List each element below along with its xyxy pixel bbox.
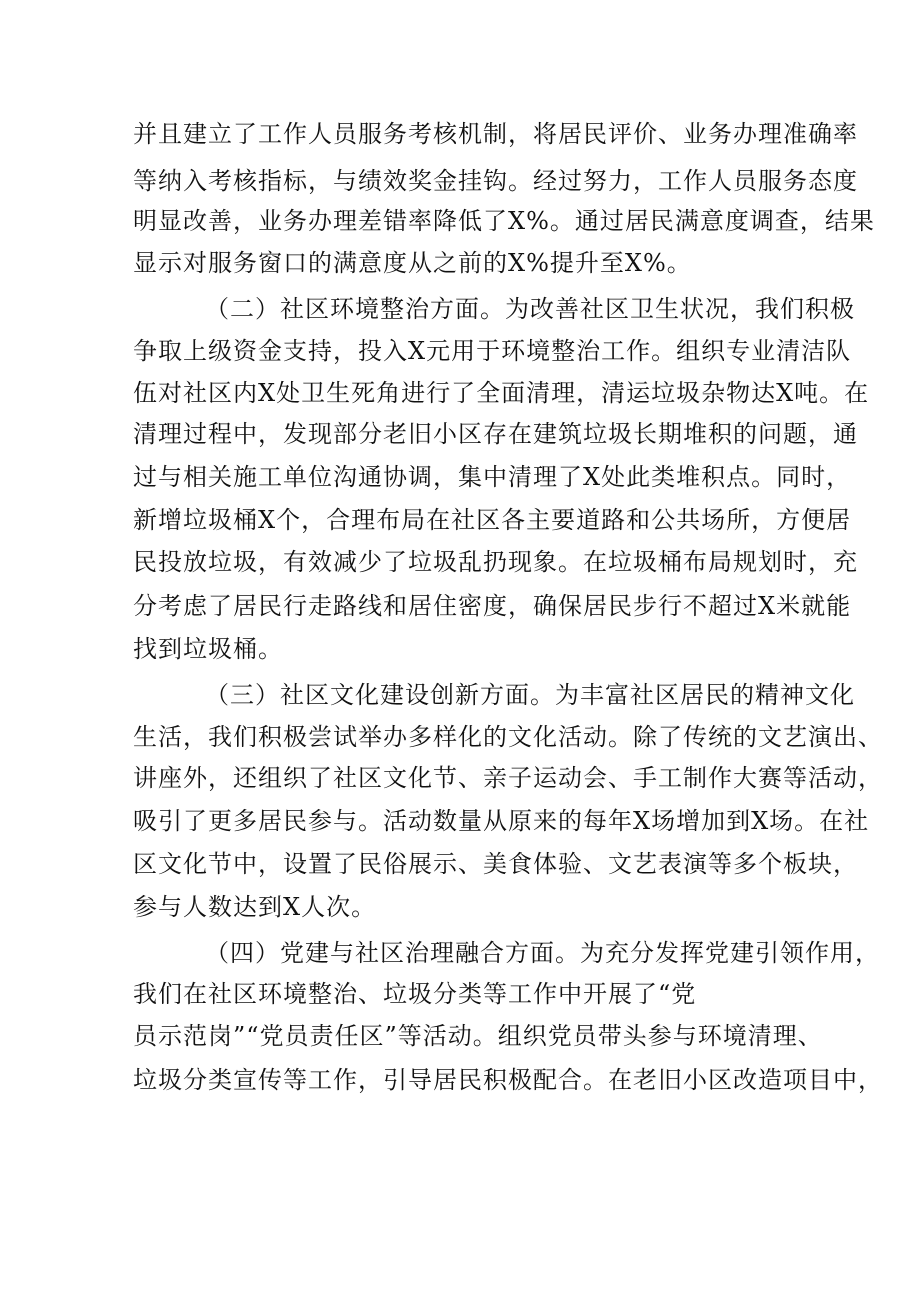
section-heading-line: （二）社区环境整治方面。为改善社区卫生状况，我们积极 [205, 295, 855, 323]
text-line: 争取上级资金支持，投入X元用于环境整治工作。组织专业清洁队 [133, 337, 852, 365]
text-line: 我们在社区环境整治、垃圾分类等工作中开展了“党 [133, 980, 697, 1008]
section-heading-line: （四）党建与社区治理融合方面。为充分发挥党建引领作用， [205, 939, 880, 967]
text-line: 伍对社区内X处卫生死角进行了全面清理，清运垃圾杂物达X吨。在 [133, 379, 870, 407]
text-line: 生活，我们积极尝试举办多样化的文化活动。除了传统的文艺演出、 [133, 723, 883, 751]
text-line: 参与人数达到X人次。 [133, 893, 377, 921]
text-line: 找到垃圾桶。 [133, 635, 283, 663]
text-line: 新增垃圾桶X个，合理布局在社区各主要道路和公共场所，方便居 [133, 506, 852, 534]
text-line: 讲座外，还组织了社区文化节、亲子运动会、手工制作大赛等活动， [133, 764, 883, 792]
text-line: 过与相关施工单位沟通协调，集中清理了X处此类堆积点。同时， [133, 463, 852, 491]
section-heading-line: （三）社区文化建设创新方面。为丰富社区居民的精神文化 [205, 681, 855, 709]
text-line: 民投放垃圾，有效减少了垃圾乱扔现象。在垃圾桶布局规划时，充 [133, 548, 858, 576]
text-line: 并且建立了工作人员服务考核机制，将居民评价、业务办理准确率 [133, 120, 858, 148]
text-line: 分考虑了居民行走路线和居住密度，确保居民步行不超过X米就能 [133, 592, 852, 620]
text-line: 明显改善，业务办理差错率降低了X%。通过居民满意度调查，结果 [133, 207, 875, 235]
text-line: 显示对服务窗口的满意度从之前的X%提升至X%。 [133, 249, 692, 277]
text-line: 吸引了更多居民参与。活动数量从原来的每年X场增加到X场。在社 [133, 807, 870, 835]
text-line: 垃圾分类宣传等工作，引导居民积极配合。在老旧小区改造项目中， [133, 1066, 883, 1094]
text-line: 清理过程中，发现部分老旧小区存在建筑垃圾长期堆积的问题，通 [133, 420, 858, 448]
text-line: 区文化节中，设置了民俗展示、美食体验、文艺表演等多个板块， [133, 850, 858, 878]
text-line: 等纳入考核指标，与绩效奖金挂钩。经过努力，工作人员服务态度 [133, 167, 858, 195]
text-line: 员示范岗”“党员责任区”等活动。组织党员带头参与环境清理、 [133, 1022, 823, 1050]
